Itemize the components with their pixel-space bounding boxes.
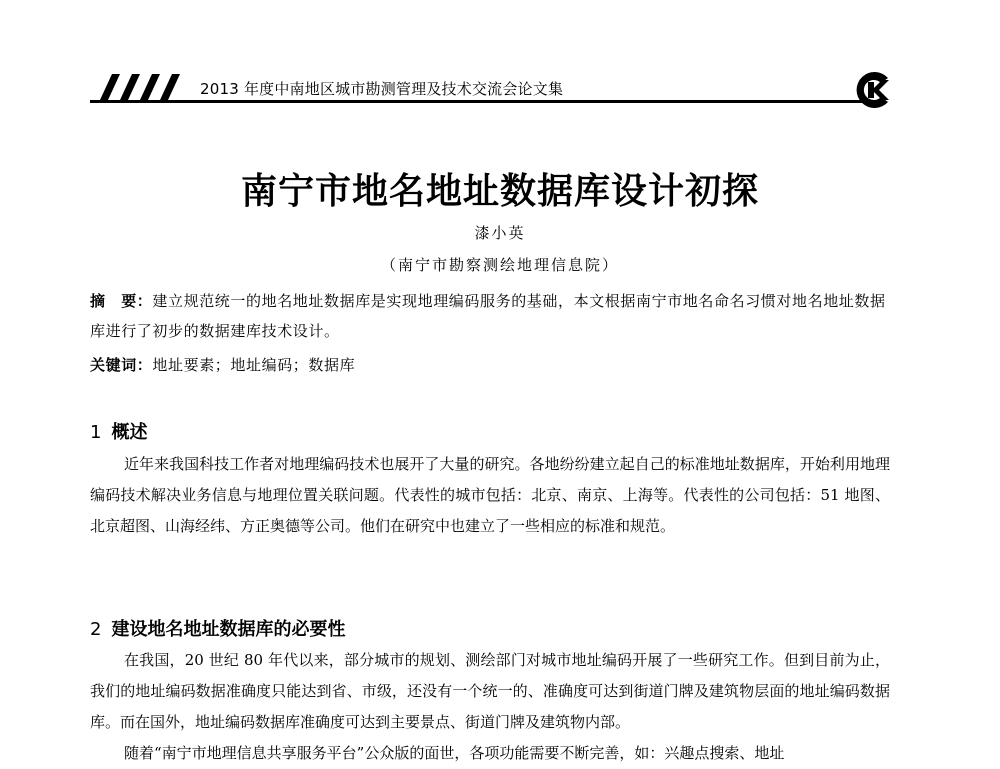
slash-stripes-decoration	[90, 74, 190, 100]
section-heading	[90, 418, 147, 444]
section-heading	[90, 615, 345, 641]
author-name: 漆小英	[474, 224, 526, 242]
header-rule	[90, 100, 880, 103]
body-paragraph: 近年来我国科技工作者对地理编码技术也展开了大量的研究。各地纷纷建立起自己的标准地址数据库，开始利用地理编码技术解决业务信息与地理位置关联问题。代表性的城市包括：北京、南京、上海等。代表性的公司包括：51 地图、北京超图、山海经纬、方正奥德等公司。他们在研究中也建立了一些相应的标准和规范。	[90, 455, 890, 535]
section-number: 1	[90, 422, 102, 443]
keywords-text: 地址要素；地址编码；数据库	[152, 356, 356, 374]
conference-logo-icon	[848, 70, 894, 110]
paper-title: 南宁市地名地址数据库设计初探	[240, 170, 759, 212]
abstract-label: 摘 要：	[90, 292, 153, 310]
body-paragraph: 随着“南宁市地理信息共享服务平台”公众版的面世，各项功能需要不断完善，如：兴趣点搜索、地址	[124, 744, 785, 762]
abstract-text: 建立规范统一的地名地址数据库是实现地理编码服务的基础，本文根据南宁市地名命名习惯对地名地址数据库进行了初步的数据建库技术设计。	[90, 292, 886, 340]
keywords-label: 关键词：	[90, 356, 153, 374]
abstract	[90, 286, 890, 346]
section-number: 2	[90, 619, 102, 640]
body-paragraph: 在我国，20 世纪 80 年代以来，部分城市的规划、测绘部门对城市地址编码开展了一些研究工作。但到目前为止，我们的地址编码数据准确度只能达到省、市级，还没有一个统一的、准确度可达到街道门牌及建筑物层面的地址编码数据库。而在国外，地址编码数据库准确度可达到主要景点、街道门牌及建筑物内部。	[90, 651, 890, 731]
proceedings-header	[90, 72, 890, 106]
section-title: 概述	[111, 422, 148, 443]
keywords	[90, 350, 890, 380]
section-title: 建设地名地址数据库的必要性	[111, 619, 346, 640]
author-affiliation: （南宁市勘察测绘地理信息院）	[380, 256, 619, 274]
proceedings-title: 2013 年度中南地区城市勘测管理及技术交流会论文集	[200, 80, 564, 98]
